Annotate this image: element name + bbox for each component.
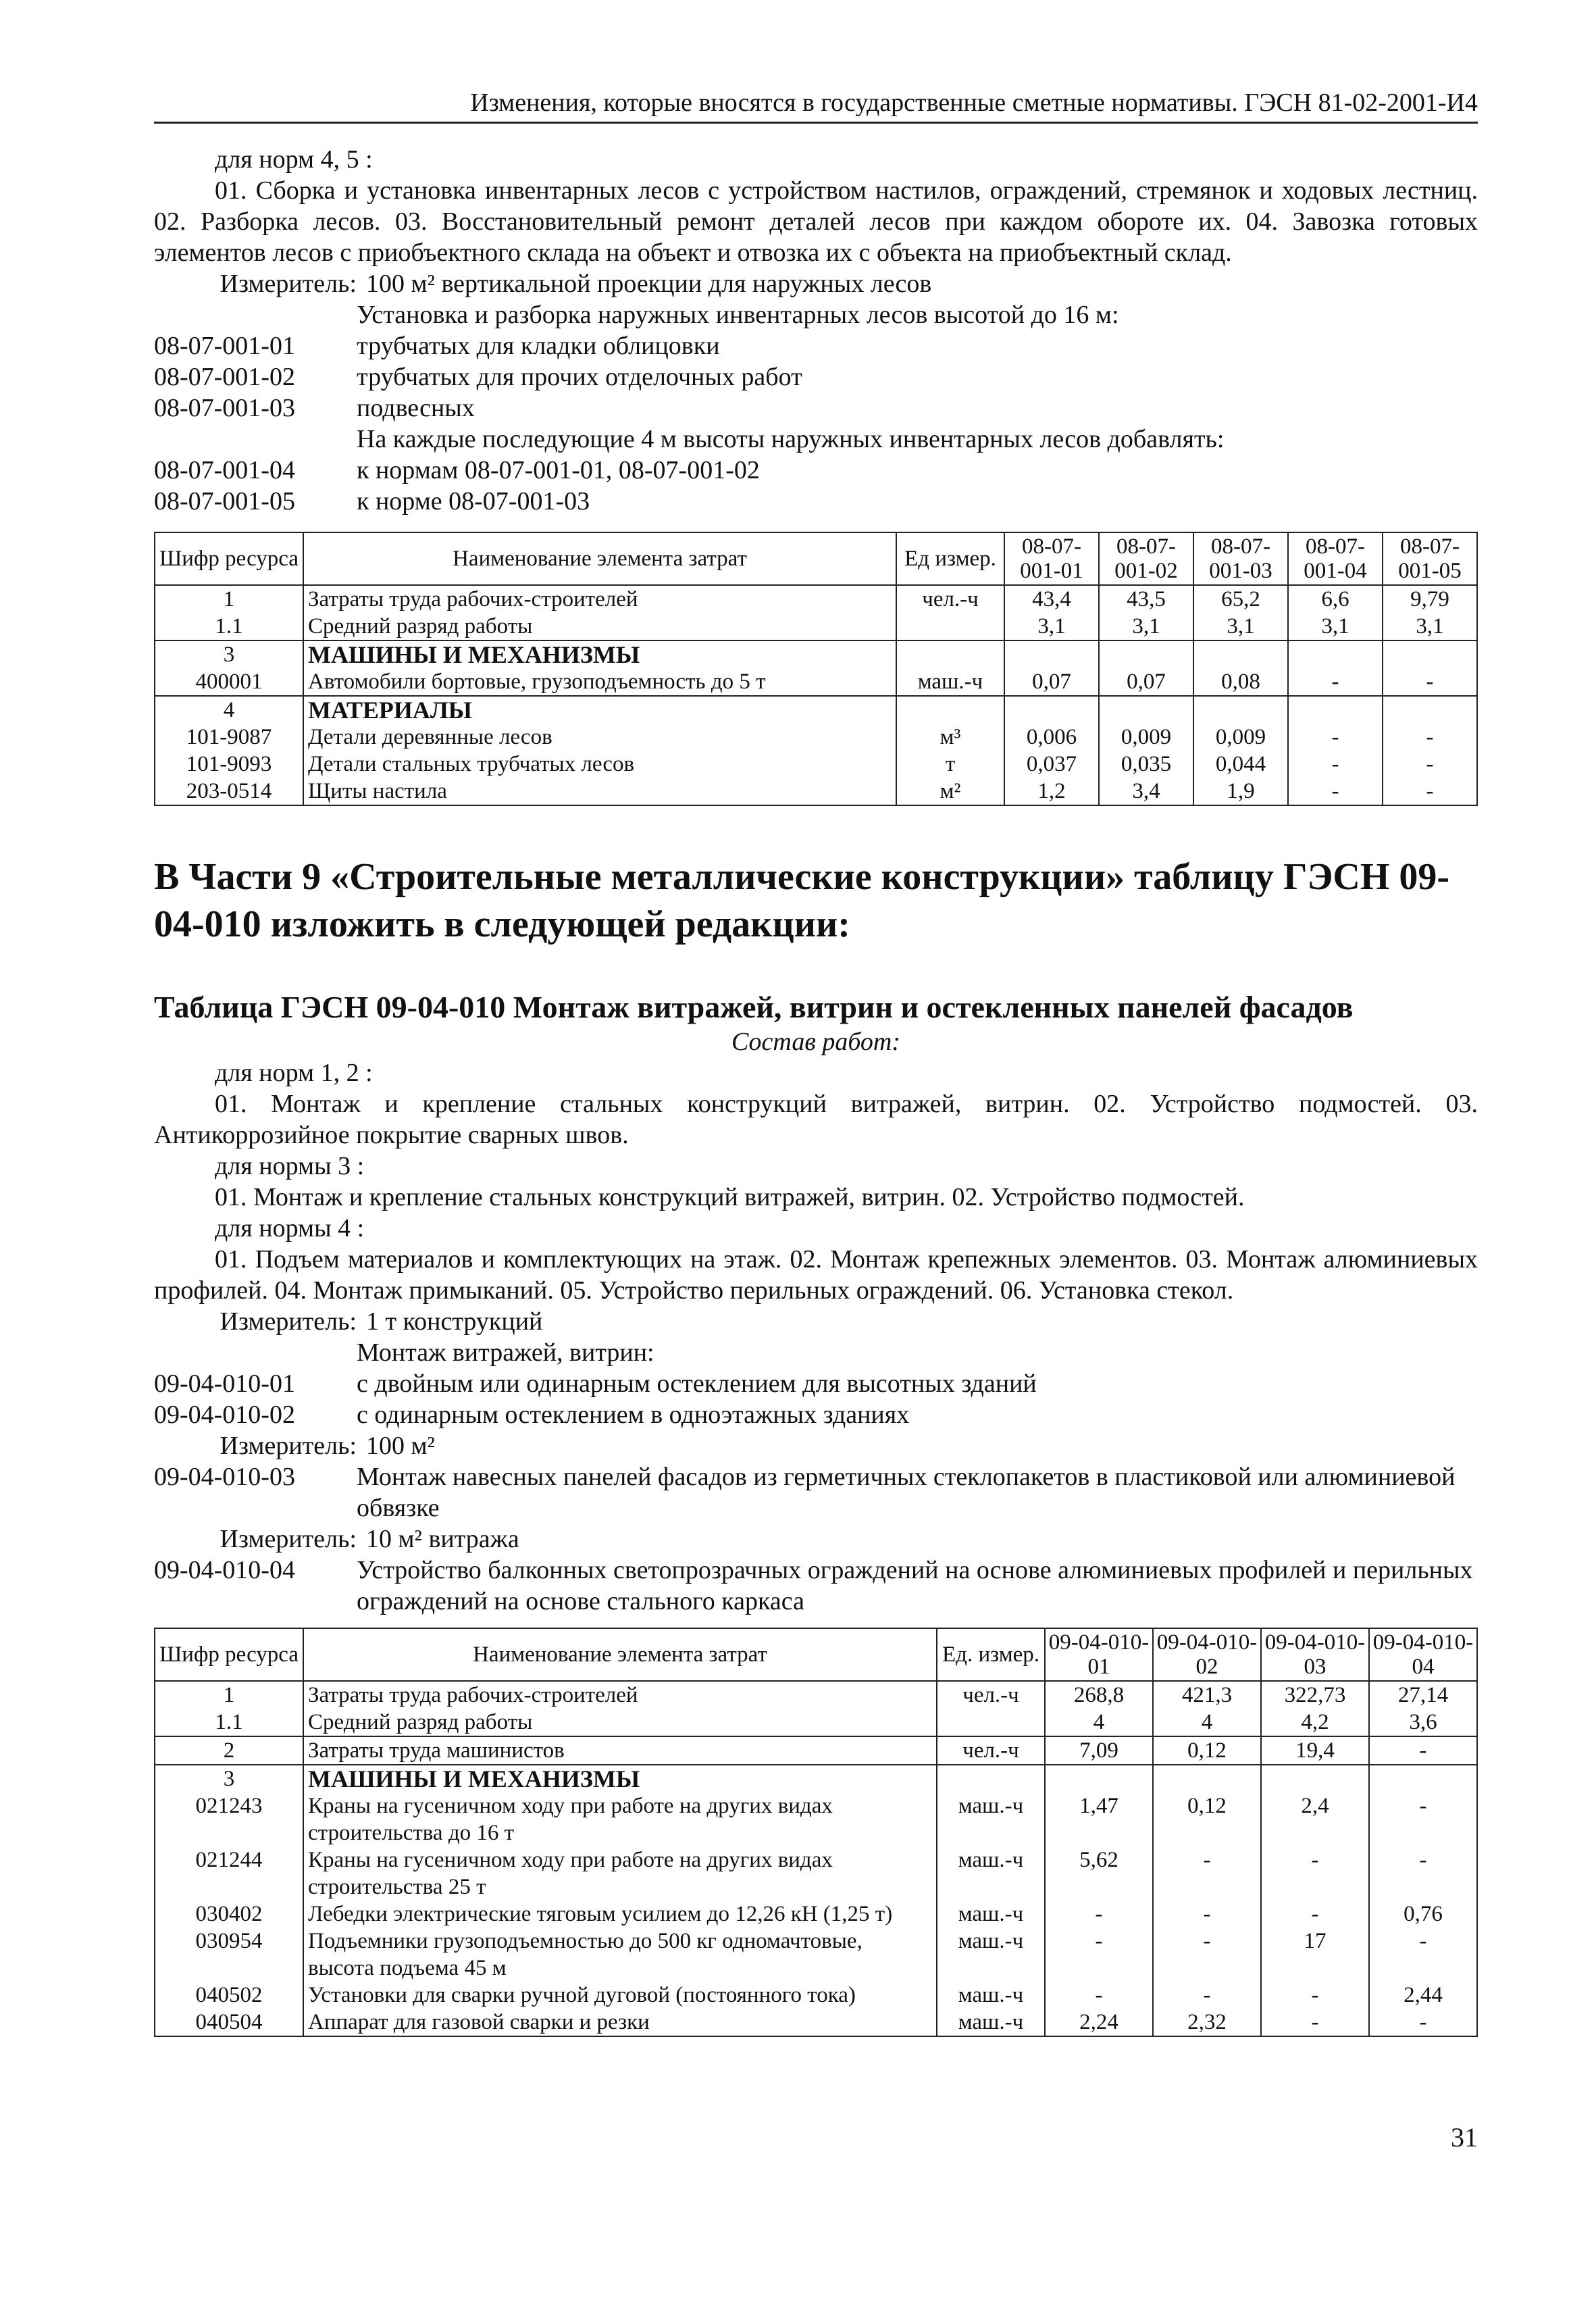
table-row [155, 613, 1477, 640]
resource-name: Краны на гусеничном ходу при работе на других видах строительства 25 т [303, 1846, 937, 1901]
resource-unit [896, 613, 1004, 640]
norm-code: 09-04-010-03 [154, 1463, 295, 1491]
norm-code: 08-07-001-01 [154, 332, 295, 360]
norm-value: 65,2 [1193, 585, 1288, 613]
header-code: Шифр ресурса [155, 532, 303, 585]
norm-description: Монтаж навесных панелей фасадов из герметичных стеклопакетов в пластиковой или алюминиевой обвязке [357, 1463, 1456, 1522]
resource-unit [937, 1709, 1045, 1736]
norm-value: - [1369, 1792, 1477, 1846]
norm-code: 08-07-001-05 [154, 487, 295, 515]
norm-value: - [1288, 724, 1383, 751]
norm-value: 2,24 [1045, 2009, 1153, 2036]
header-norm-code: 09-04-010-01 [1045, 1628, 1153, 1681]
resource-name: Затраты труда рабочих-строителей [303, 1681, 937, 1709]
norm-value: 2,4 [1261, 1792, 1369, 1846]
norm-value: 0,07 [1004, 668, 1099, 696]
header-unit: Ед измер. [896, 532, 1004, 585]
norm-description: Устройство балконных светопрозрачных ограждений на основе алюминиевых профилей и перильных ограждений на основе стального каркаса [357, 1556, 1473, 1615]
norm-code: 09-04-010-02 [154, 1401, 295, 1429]
resource-code: 1.1 [155, 1709, 303, 1736]
norm-value: 0,009 [1193, 724, 1288, 751]
resource-name: Детали стальных трубчатых лесов [303, 751, 896, 778]
works-text: 01. Подъем материалов и комплектующих на этаж. 02. Монтаж крепежных элементов. 03. Монтаж алюминиевых профилей. 04. Монтаж примыканий. 05. Устройство перильных ограждений. 06. Установка стекол. [154, 1245, 1478, 1305]
resource-code: 1 [155, 585, 303, 613]
measure-value: 10 м² витража [366, 1525, 519, 1553]
table-row [155, 696, 1477, 724]
resource-unit [896, 640, 1004, 668]
measure-label: Измеритель: [220, 1525, 357, 1553]
norm-value [1369, 1765, 1477, 1792]
resource-name: Средний разряд работы [303, 613, 896, 640]
norm-value: - [1288, 668, 1383, 696]
table-row [155, 1736, 1477, 1765]
code-row [154, 361, 1478, 393]
norm-value: - [1369, 1928, 1477, 1982]
resource-code: 203-0514 [155, 778, 303, 805]
header-code: Шифр ресурса [155, 1628, 303, 1681]
header-norm-code: 08-07-001-02 [1099, 532, 1193, 585]
table-row [155, 1901, 1477, 1928]
norm-value: 9,79 [1383, 585, 1477, 613]
norm-value: - [1153, 1901, 1261, 1928]
resource-code: 040504 [155, 2009, 303, 2036]
table-row [155, 1846, 1477, 1901]
norm-value: 3,1 [1383, 613, 1477, 640]
works-text: 01. Монтаж и крепление стальных конструкций витражей, витрин. 02. Устройство подмостей. [215, 1183, 1245, 1211]
table-row [155, 778, 1477, 805]
composition-label: Состав работ: [731, 1028, 901, 1056]
norm-value: 0,035 [1099, 751, 1193, 778]
table-header-row [155, 1628, 1477, 1681]
norm-value: - [1261, 1901, 1369, 1928]
section-title: В Части 9 «Строительные металлические конструкции» таблицу ГЭСН 09-04-010 изложить в следующей редакции: [154, 856, 1450, 945]
norm-value: - [1369, 1846, 1477, 1901]
code-row [154, 1368, 1478, 1399]
resource-code: 021243 [155, 1792, 303, 1846]
norm-description: с одинарным остеклением в одноэтажных зданиях [357, 1401, 910, 1429]
resource-unit [896, 696, 1004, 724]
norm-value: 43,4 [1004, 585, 1099, 613]
norm-value: 3,4 [1099, 778, 1193, 805]
header-norm-code: 08-07-001-04 [1288, 532, 1383, 585]
measure-label: Измеритель: [220, 270, 357, 298]
norm-value: 1,9 [1193, 778, 1288, 805]
resource-unit: маш.-ч [937, 2009, 1045, 2036]
norm-value [1193, 696, 1288, 724]
resource-name: Средний разряд работы [303, 1709, 937, 1736]
code-row [154, 330, 1478, 361]
resource-name: МАШИНЫ И МЕХАНИЗМЫ [303, 640, 896, 668]
resource-unit: маш.-ч [937, 1928, 1045, 1982]
norm-value: 3,1 [1099, 613, 1193, 640]
norm-value: - [1383, 751, 1477, 778]
resource-code: 3 [155, 640, 303, 668]
norm-value: 3,6 [1369, 1709, 1477, 1736]
table-row [155, 2009, 1477, 2036]
norm-description: с двойным или одинарным остеклением для высотных зданий [357, 1369, 1037, 1398]
norm-value: 6,6 [1288, 585, 1383, 613]
norms-list [154, 1057, 1478, 1306]
table-row [155, 640, 1477, 668]
norm-value: 0,009 [1099, 724, 1193, 751]
norm-value [1099, 640, 1193, 668]
norm-code: 09-04-010-04 [154, 1556, 295, 1584]
norm-value: - [1261, 1982, 1369, 2009]
code-row [154, 486, 1478, 517]
norm-value: 0,76 [1369, 1901, 1477, 1928]
resource-code: 021244 [155, 1846, 303, 1901]
code-list [154, 1368, 1478, 1430]
code-list [154, 330, 1478, 424]
norm-value [1383, 696, 1477, 724]
resource-name: МАТЕРИАЛЫ [303, 696, 896, 724]
resource-unit: т [896, 751, 1004, 778]
resource-unit: маш.-ч [937, 1901, 1045, 1928]
resource-code: 1.1 [155, 613, 303, 640]
resource-code: 101-9087 [155, 724, 303, 751]
norm-value: 43,5 [1099, 585, 1193, 613]
norm-value: 2,32 [1153, 2009, 1261, 2036]
norm-value [1261, 1765, 1369, 1792]
norm-value [1004, 640, 1099, 668]
norm-value: 3,1 [1193, 613, 1288, 640]
table-row [155, 1928, 1477, 1982]
norm-value [1288, 640, 1383, 668]
norms-label: для норм 1, 2 : [215, 1059, 373, 1087]
code-row [154, 393, 1478, 424]
resource-code: 3 [155, 1765, 303, 1792]
norm-value: 1,47 [1045, 1792, 1153, 1846]
header-name: Наименование элемента затрат [303, 532, 896, 585]
subheading: Установка и разборка наружных инвентарных лесов высотой до 16 м: [357, 301, 1119, 329]
measure-line [154, 1524, 1478, 1555]
norm-value: 322,73 [1261, 1681, 1369, 1709]
norm-value: 0,006 [1004, 724, 1099, 751]
norm-value: - [1288, 751, 1383, 778]
table-header-row [155, 532, 1477, 585]
norm-value: - [1369, 1736, 1477, 1765]
resource-name: МАШИНЫ И МЕХАНИЗМЫ [303, 1765, 937, 1792]
norm-value: 0,12 [1153, 1792, 1261, 1846]
resource-name: Установки для сварки ручной дуговой (постоянного тока) [303, 1982, 937, 2009]
resource-name: Щиты настила [303, 778, 896, 805]
norm-value: 19,4 [1261, 1736, 1369, 1765]
resource-unit: м³ [896, 724, 1004, 751]
norm-value: 0,044 [1193, 751, 1288, 778]
resource-unit: м² [896, 778, 1004, 805]
resource-name: Автомобили бортовые, грузоподъемность до 5 т [303, 668, 896, 696]
measure-line [154, 268, 1478, 299]
norm-code: 08-07-001-04 [154, 456, 295, 484]
norm-value: 0,08 [1193, 668, 1288, 696]
norm-value: 17 [1261, 1928, 1369, 1982]
header-norm-code: 08-07-001-01 [1004, 532, 1099, 585]
norm-value: - [1045, 1901, 1153, 1928]
norm-value: 2,44 [1369, 1982, 1477, 2009]
norm-value: - [1261, 1846, 1369, 1901]
norm-value: - [1045, 1982, 1153, 2009]
norm-value: - [1153, 1846, 1261, 1901]
code-list [154, 455, 1478, 517]
resource-code: 040502 [155, 1982, 303, 2009]
norm-code: 08-07-001-02 [154, 363, 295, 391]
norm-value: 7,09 [1045, 1736, 1153, 1765]
header-unit: Ед. измер. [937, 1628, 1045, 1681]
norm-value: 5,62 [1045, 1846, 1153, 1901]
norm-value: 1,2 [1004, 778, 1099, 805]
resource-unit: чел.-ч [896, 585, 1004, 613]
document-page [154, 88, 1478, 2037]
norm-description: к нормам 08-07-001-01, 08-07-001-02 [357, 456, 760, 484]
resource-name: Подъемники грузоподъемностью до 500 кг одномачтовые, высота подъема 45 м [303, 1928, 937, 1982]
norm-code: 08-07-001-03 [154, 394, 295, 422]
measure-line [154, 1430, 1478, 1461]
norm-value: - [1383, 778, 1477, 805]
resource-unit: чел.-ч [937, 1681, 1045, 1709]
table-title: Таблица ГЭСН 09-04-010 Монтаж витражей, витрин и остекленных панелей фасадов [154, 990, 1354, 1024]
norm-value: - [1045, 1928, 1153, 1982]
header-norm-code: 09-04-010-04 [1369, 1628, 1477, 1681]
norm-value: 27,14 [1369, 1681, 1477, 1709]
norm-value: 0,037 [1004, 751, 1099, 778]
measure-value: 100 м² вертикальной проекции для наружных лесов [366, 270, 932, 298]
norm-value [1288, 696, 1383, 724]
code-row [154, 1461, 1478, 1524]
norms-label: для нормы 4 : [215, 1214, 365, 1242]
resource-table [154, 1628, 1478, 2037]
norm-value: - [1261, 2009, 1369, 2036]
norm-description: к норме 08-07-001-03 [357, 487, 590, 515]
measure-line [154, 1306, 1478, 1337]
resource-code: 4 [155, 696, 303, 724]
table-row [155, 1709, 1477, 1736]
norm-value [1004, 696, 1099, 724]
table-row [155, 751, 1477, 778]
norm-value: 4 [1045, 1709, 1153, 1736]
subheading: На каждые последующие 4 м высоты наружных инвентарных лесов добавлять: [357, 425, 1225, 453]
resource-code: 101-9093 [155, 751, 303, 778]
resource-name: Затраты труда машинистов [303, 1736, 937, 1765]
norm-description: подвесных [357, 394, 475, 422]
resource-unit: маш.-ч [937, 1982, 1045, 2009]
norm-value: - [1288, 778, 1383, 805]
header-norm-code: 09-04-010-02 [1153, 1628, 1261, 1681]
measure-value: 1 т конструкций [366, 1307, 543, 1336]
table-row [155, 1681, 1477, 1709]
norm-value: - [1153, 1928, 1261, 1982]
resource-name: Аппарат для газовой сварки и резки [303, 2009, 937, 2036]
resource-code: 030402 [155, 1901, 303, 1928]
norm-value: - [1369, 2009, 1477, 2036]
resource-unit: маш.-ч [896, 668, 1004, 696]
norms-label: для нормы 3 : [215, 1152, 365, 1180]
norm-value [1193, 640, 1288, 668]
section-scaffolding [154, 144, 1478, 806]
norm-value: 4 [1153, 1709, 1261, 1736]
resource-name: Краны на гусеничном ходу при работе на других видах строительства до 16 т [303, 1792, 937, 1846]
code-row [154, 1555, 1478, 1617]
resource-unit [937, 1765, 1045, 1792]
table-row [155, 668, 1477, 696]
table-row [155, 1765, 1477, 1792]
table-row [155, 724, 1477, 751]
resource-name: Лебедки электрические тяговым усилием до 12,26 кН (1,25 т) [303, 1901, 937, 1928]
running-header: Изменения, которые вносятся в государственные сметные нормативы. ГЭСН 81-02-2001-И4 [154, 88, 1478, 124]
resource-code: 2 [155, 1736, 303, 1765]
code-row [154, 1399, 1478, 1430]
norm-value [1153, 1765, 1261, 1792]
table-row [155, 585, 1477, 613]
resource-code: 400001 [155, 668, 303, 696]
table-row [155, 1792, 1477, 1846]
header-norm-code: 09-04-010-03 [1261, 1628, 1369, 1681]
norm-value: 0,12 [1153, 1736, 1261, 1765]
resource-name: Детали деревянные лесов [303, 724, 896, 751]
norm-value: 421,3 [1153, 1681, 1261, 1709]
works-text: 01. Монтаж и крепление стальных конструкций витражей, витрин. 02. Устройство подмостей. 03. Антикоррозийное покрытие сварных швов. [154, 1090, 1478, 1149]
measure-value: 100 м² [366, 1432, 435, 1460]
norm-value: 3,1 [1288, 613, 1383, 640]
header-norm-code: 08-07-001-03 [1193, 532, 1288, 585]
norm-value [1383, 640, 1477, 668]
resource-unit: маш.-ч [937, 1846, 1045, 1901]
works-text: 01. Сборка и установка инвентарных лесов с устройством настилов, ограждений, стремянок и ходовых лестниц. 02. Разборка лесов. 03. Восстановительный ремонт деталей лесов при каждом обороте их. 04. Завозка готовых элементов лесов с приобъектного склада на объект и отвозка их с объекта на приобъектный склад. [154, 176, 1478, 267]
norm-value [1045, 1765, 1153, 1792]
norm-value: 0,07 [1099, 668, 1193, 696]
norms-label: для норм 4, 5 : [215, 145, 373, 174]
subheading: Монтаж витражей, витрин: [357, 1338, 654, 1367]
norm-value: 3,1 [1004, 613, 1099, 640]
norm-code: 09-04-010-01 [154, 1369, 295, 1398]
resource-table [154, 532, 1478, 806]
norm-value [1099, 696, 1193, 724]
resource-code: 1 [155, 1681, 303, 1709]
norm-value: - [1383, 668, 1477, 696]
code-row [154, 455, 1478, 486]
resource-code: 030954 [155, 1928, 303, 1982]
norm-description: трубчатых для кладки облицовки [357, 332, 720, 360]
resource-unit: маш.-ч [937, 1792, 1045, 1846]
norm-value: - [1383, 724, 1477, 751]
header-name: Наименование элемента затрат [303, 1628, 937, 1681]
norm-value: - [1153, 1982, 1261, 2009]
norm-value: 268,8 [1045, 1681, 1153, 1709]
measure-label: Измеритель: [220, 1432, 357, 1460]
page-number: 31 [1451, 2122, 1478, 2153]
header-norm-code: 08-07-001-05 [1383, 532, 1477, 585]
resource-unit: чел.-ч [937, 1736, 1045, 1765]
measure-label: Измеритель: [220, 1307, 357, 1336]
norm-description: трубчатых для прочих отделочных работ [357, 363, 802, 391]
norm-value: 4,2 [1261, 1709, 1369, 1736]
resource-name: Затраты труда рабочих-строителей [303, 585, 896, 613]
table-row [155, 1982, 1477, 2009]
